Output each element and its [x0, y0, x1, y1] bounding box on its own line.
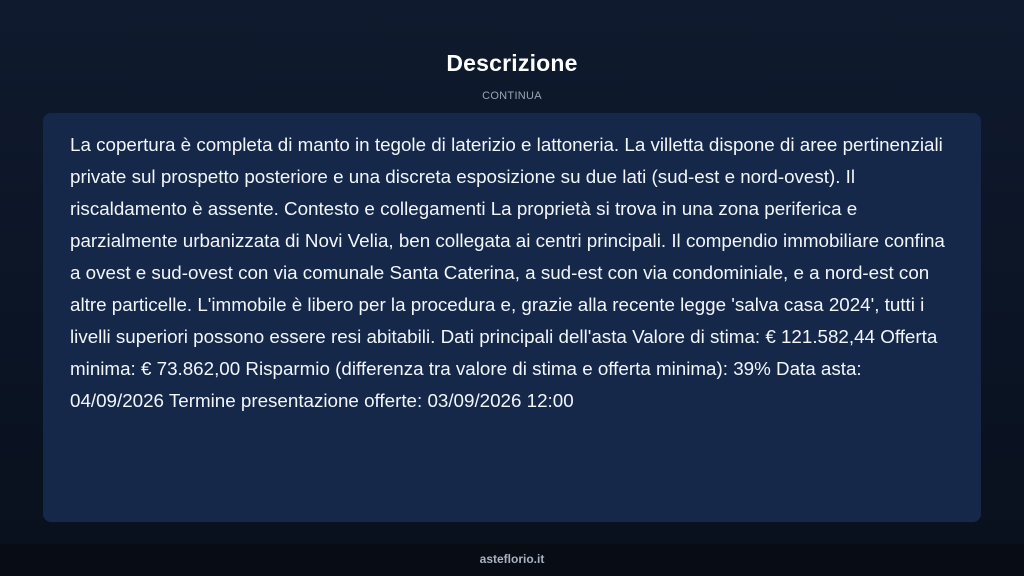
footer-bar	[0, 544, 1024, 576]
page-title: Descrizione	[446, 50, 578, 76]
description-card	[43, 113, 981, 522]
description-text: La copertura è completa di manto in tegole di laterizio e lattoneria. La villetta dispone di aree pertinenziali private sul prospetto posteriore e una discreta esposizione su due lati (sud-est e nord-ovest). Il riscaldamento è assente. Contesto e collegamenti La proprietà si trova in una zona periferica e parzialmente urbanizzata di Novi Velia, ben collegata ai centri principali. Il compendio immobiliare confina a ovest e sud-ovest con via comunale Santa Caterina, a sud-est con via condominiale, e a nord-est con altre particelle. L'immobile è libero per la procedura e, grazie alla recente legge 'salva casa 2024', tutti i livelli superiori possono essere resi abitabili. Dati principali dell'asta Valore di stima: € 121.582,44 Offerta minima: € 73.862,00 Risparmio (differenza tra valore di stima e offerta minima): 39% Data asta: 04/09/2026 Termine presentazione offerte: 03/09/2026 12:00	[70, 134, 945, 411]
footer-brand: asteflorio.it	[479, 552, 545, 566]
page-subtitle: CONTINUA	[482, 90, 542, 102]
